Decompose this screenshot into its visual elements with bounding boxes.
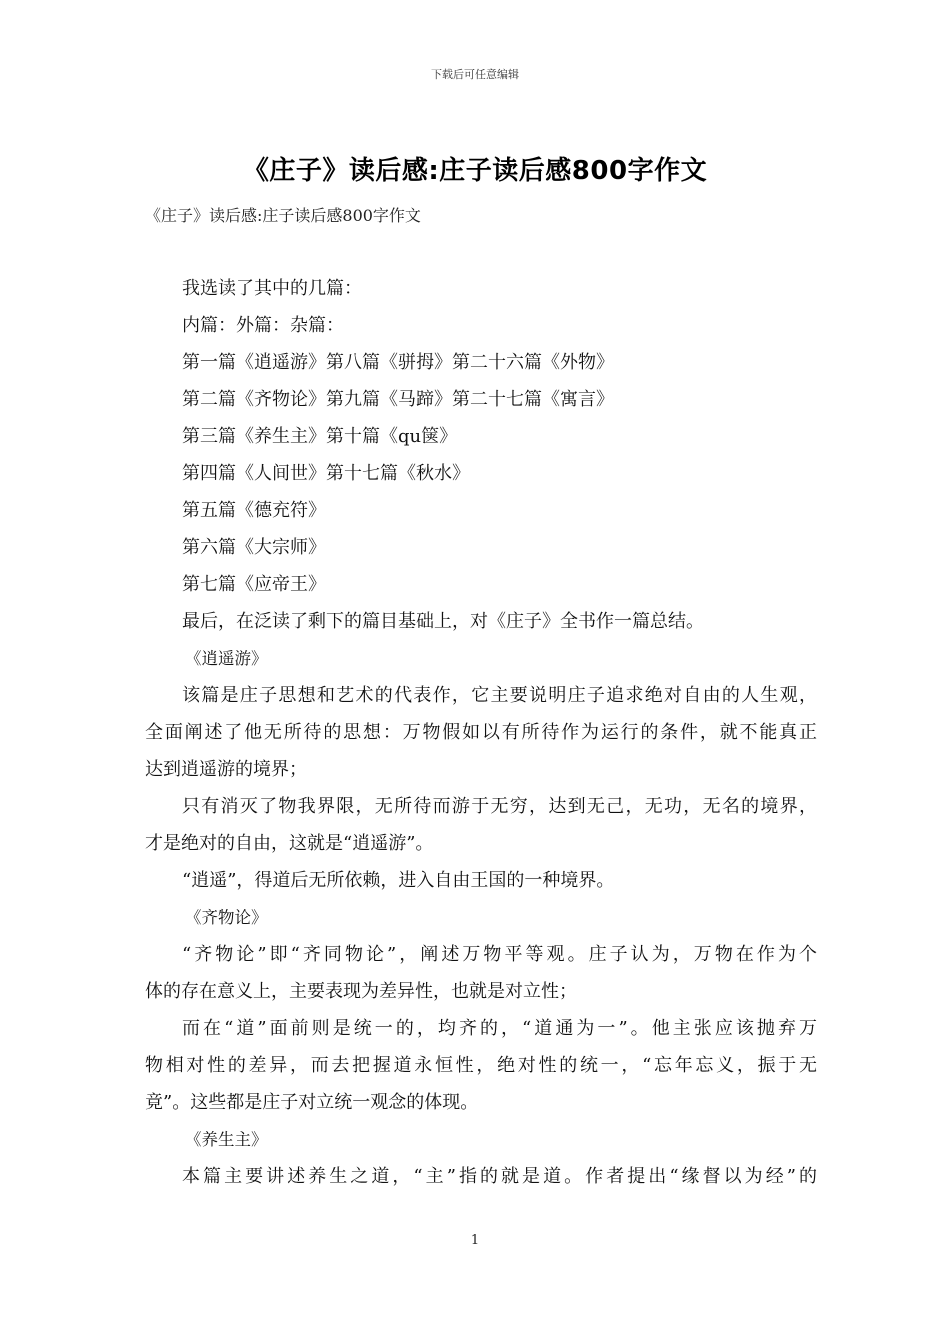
body-line: “齐物论”即“齐同物论”，阐述万物平等观。庄子认为，万物在作为个 (182, 944, 817, 965)
body-line: 第五篇《德充符》 (182, 500, 326, 521)
document-body (145, 270, 817, 1195)
body-line: 我选读了其中的几篇： (182, 278, 362, 299)
body-line: 内篇：外篇：杂篇： (182, 315, 344, 336)
body-line: 第七篇《应帝王》 (182, 574, 326, 595)
body-line: 只有消灭了物我界限，无所待而游于无穷，达到无己，无功，无名的境界， (182, 796, 817, 817)
body-line: 第一篇《逍遥游》第八篇《骈拇》第二十六篇《外物》 (182, 352, 614, 373)
body-line: 体的存在意义上，主要表现为差异性，也就是对立性； (145, 981, 577, 1002)
body-line: 而在“道”面前则是统一的，均齐的，“道通为一”。他主张应该抛弃万 (182, 1018, 817, 1039)
body-line: “逍遥”，得道后无所依赖，进入自由王国的一种境界。 (182, 870, 615, 891)
body-line: 该篇是庄子思想和艺术的代表作，它主要说明庄子追求绝对自由的人生观， (182, 685, 817, 706)
body-line: 达到逍遥游的境界； (145, 759, 307, 780)
body-line: 最后，在泛读了剩下的篇目基础上，对《庄子》全书作一篇总结。 (182, 611, 704, 632)
page-header-note: 下载后可任意编辑 (431, 68, 519, 81)
body-line: 物相对性的差异，而去把握道永恒性，绝对性的统一，“忘年忘义，振于无 (145, 1055, 817, 1076)
body-line: 第六篇《大宗师》 (182, 537, 326, 558)
body-line: 全面阐述了他无所待的思想：万物假如以有所待作为运行的条件，就不能真正 (145, 722, 817, 743)
page-number: 1 (470, 1233, 480, 1248)
section-heading: 《养生主》 (185, 1130, 268, 1149)
document-title: 《庄子》读后感:庄子读后感800字作文 (242, 156, 708, 186)
body-line: 第二篇《齐物论》第九篇《马蹄》第二十七篇《寓言》 (182, 389, 614, 410)
body-line: 才是绝对的自由，这就是“逍遥游”。 (145, 833, 434, 854)
body-line: 竟”。这些都是庄子对立统一观念的体现。 (145, 1092, 479, 1113)
body-line: 第四篇《人间世》第十七篇《秋水》 (182, 463, 470, 484)
document-subtitle: 《庄子》读后感:庄子读后感800字作文 (145, 206, 421, 225)
section-heading: 《逍遥游》 (185, 649, 268, 668)
body-line: 本篇主要讲述养生之道，“主”指的就是道。作者提出“缘督以为经”的 (182, 1166, 817, 1187)
body-line: 第三篇《养生主》第十篇《qu箧》 (182, 426, 458, 447)
section-heading: 《齐物论》 (185, 908, 268, 927)
